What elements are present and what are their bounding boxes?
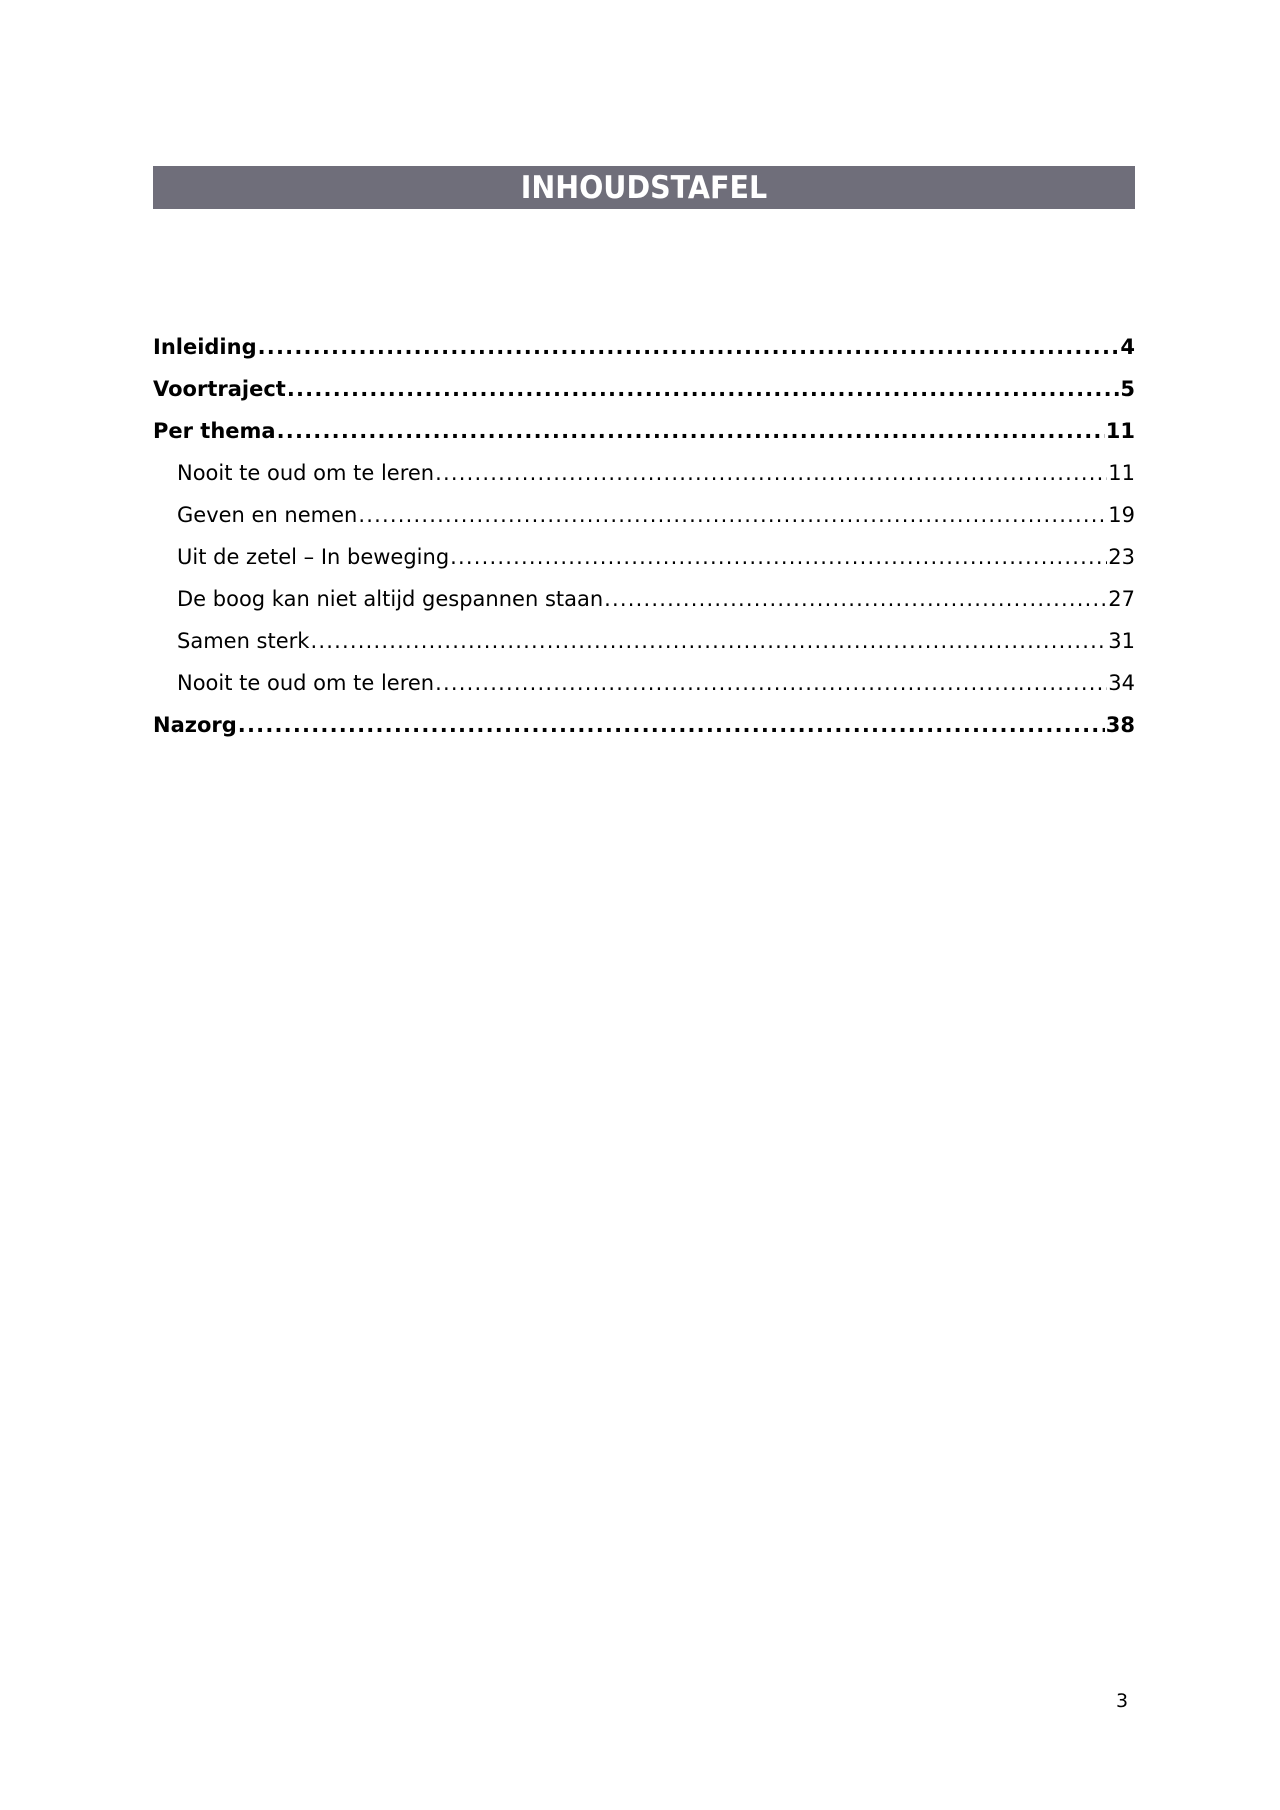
title-bar <box>153 166 1135 209</box>
page-title: INHOUDSTAFEL <box>520 169 768 206</box>
toc-entry-page: 5 <box>1120 377 1135 401</box>
dot-leader <box>258 326 1120 368</box>
dot-leader <box>238 704 1105 746</box>
toc-entry-page: 19 <box>1108 503 1135 527</box>
toc-entry-label: Voortraject <box>153 377 286 401</box>
toc-entry-page: 11 <box>1108 461 1135 485</box>
dot-leader <box>287 368 1120 410</box>
toc-entry-label: Samen sterk <box>177 629 310 653</box>
dot-leader <box>310 620 1107 662</box>
toc-entry-inleiding[interactable] <box>153 326 1135 368</box>
toc-entry-de-boog[interactable] <box>153 578 1135 620</box>
toc-entry-per-thema[interactable] <box>153 410 1135 452</box>
toc-entry-samen-sterk[interactable] <box>153 620 1135 662</box>
toc-entry-page: 31 <box>1108 629 1135 653</box>
dot-leader <box>277 410 1105 452</box>
toc-entry-page: 23 <box>1108 545 1135 569</box>
table-of-contents <box>153 326 1135 746</box>
toc-entry-nazorg[interactable] <box>153 704 1135 746</box>
toc-entry-page: 11 <box>1105 419 1135 443</box>
toc-entry-label: Nazorg <box>153 713 237 737</box>
toc-entry-label: Inleiding <box>153 335 257 359</box>
dot-leader <box>450 536 1107 578</box>
toc-entry-label: De boog kan niet altijd gespannen staan <box>177 587 604 611</box>
toc-entry-geven-en-nemen[interactable] <box>153 494 1135 536</box>
toc-entry-page: 4 <box>1120 335 1135 359</box>
toc-entry-label: Geven en nemen <box>177 503 358 527</box>
toc-entry-nooit-te-oud-2[interactable] <box>153 662 1135 704</box>
toc-entry-page: 34 <box>1108 671 1135 695</box>
toc-entry-voortraject[interactable] <box>153 368 1135 410</box>
toc-entry-label: Per thema <box>153 419 276 443</box>
dot-leader <box>358 494 1107 536</box>
toc-entry-page: 27 <box>1108 587 1135 611</box>
toc-entry-nooit-te-oud-1[interactable] <box>153 452 1135 494</box>
page-number: 3 <box>1116 1690 1129 1712</box>
dot-leader <box>435 452 1107 494</box>
toc-entry-label: Uit de zetel – In beweging <box>177 545 450 569</box>
dot-leader <box>435 662 1107 704</box>
toc-entry-label: Nooit te oud om te leren <box>177 671 435 695</box>
toc-entry-uit-de-zetel[interactable] <box>153 536 1135 578</box>
toc-entry-label: Nooit te oud om te leren <box>177 461 435 485</box>
toc-entry-page: 38 <box>1105 713 1135 737</box>
dot-leader <box>604 578 1107 620</box>
